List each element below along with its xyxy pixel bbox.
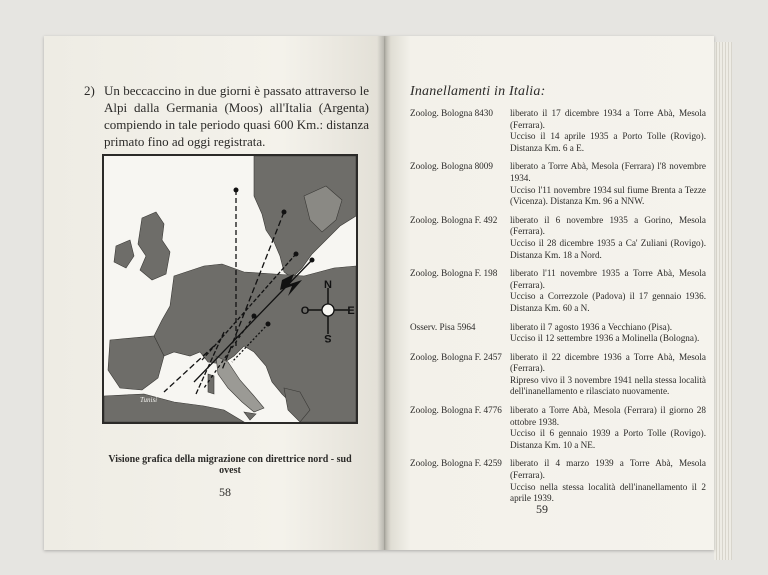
compass-n-label: N xyxy=(324,279,332,291)
record-line: liberato il 6 novembre 1935 a Gorino, Mesola (Ferrara). xyxy=(510,214,706,237)
ringing-record xyxy=(410,268,710,314)
record-line: liberato il 22 dicembre 1936 a Torre Abà, Mesola (Ferrara). xyxy=(510,351,706,374)
migration-map xyxy=(102,154,358,424)
ringing-record xyxy=(410,215,710,261)
ringing-record xyxy=(410,161,710,207)
record-line: liberato a Torre Abà, Mesola (Ferrara) il giorno 28 ottobre 1938. xyxy=(510,405,706,427)
record-reference: Zoolog. Bologna F. 4259 xyxy=(410,458,502,469)
section-heading: Inanellamenti in Italia: xyxy=(410,84,546,99)
record-description xyxy=(510,215,706,261)
item-number: 2) xyxy=(84,83,95,98)
record-line: Ucciso l'11 novembre 1934 sul fiume Brenta a Tezze (Vicenza). Distanza Km. 96 a NNW. xyxy=(510,184,706,207)
record-line: Ucciso nella stessa località dell'inanellamento il 2 aprile 1939. xyxy=(510,481,706,504)
ringing-record xyxy=(410,458,710,504)
record-description xyxy=(510,405,706,451)
page-number-right: 59 xyxy=(536,502,548,516)
ringing-record xyxy=(410,405,710,451)
record-line: Ucciso il 12 settembre 1936 a Molinella (Bologna). xyxy=(510,333,700,344)
record-line: liberato l'11 novembre 1935 a Torre Abà, Mesola (Ferrara). xyxy=(510,268,706,290)
record-line: Ucciso il 28 dicembre 1935 a Ca' Zuliani (Rovigo). Distanza Km. 18 a Nord. xyxy=(510,237,706,260)
record-reference: Osserv. Pisa 5964 xyxy=(410,321,476,332)
record-reference: Zoolog. Bologna F. 4776 xyxy=(410,405,502,416)
page-edges xyxy=(714,42,732,560)
record-line: Ripreso vivo il 3 novembre 1941 nella stessa località dell'inanellamento e rilasciato nuovamente. xyxy=(510,374,706,397)
record-line: Ucciso il 14 aprile 1935 a Porto Tolle (Rovigo). Distanza Km. 6 a E. xyxy=(510,131,706,153)
ringing-record xyxy=(410,352,710,398)
ringing-record xyxy=(410,108,710,154)
record-description xyxy=(510,161,706,207)
map-place-label: Tunisi xyxy=(140,396,158,404)
map-caption: Visione grafica della migrazione con direttrice nord - sud ovest xyxy=(108,454,352,476)
record-reference: Zoolog. Bologna F. 2457 xyxy=(410,351,502,362)
record-reference: Zoolog. Bologna 8430 xyxy=(410,108,493,118)
map-illustration xyxy=(104,156,356,422)
ringing-records-list xyxy=(410,108,710,512)
record-reference: Zoolog. Bologna 8009 xyxy=(410,161,493,172)
record-line: Ucciso a Correzzole (Padova) il 17 gennaio 1936. Distanza Km. 60 a N. xyxy=(510,291,706,313)
record-description xyxy=(510,458,706,504)
page-number-left: 58 xyxy=(219,485,231,499)
record-description xyxy=(510,108,706,154)
book-gutter xyxy=(377,36,391,550)
record-line: liberato il 17 dicembre 1934 a Torre Abà, Mesola (Ferrara). xyxy=(510,108,706,130)
open-book xyxy=(44,36,734,556)
compass-s-label: S xyxy=(324,332,332,344)
intro-paragraph xyxy=(84,82,369,150)
record-description xyxy=(510,352,706,398)
record-line: liberato a Torre Abà, Mesola (Ferrara) l'8 novembre 1934. xyxy=(510,161,706,183)
record-line: liberato il 4 marzo 1939 a Torre Abà, Mesola (Ferrara). xyxy=(510,458,706,481)
compass-o-label: O xyxy=(300,305,310,317)
paragraph-text: Un beccaccino in due giorni è passato attraverso le Alpi dalla Germania (Moos) all'Italia (Argenta) compiendo in tale periodo quasi 600 Km.: distanza primato fino ad oggi registrata. xyxy=(104,83,369,149)
record-reference: Zoolog. Bologna F. 492 xyxy=(410,214,498,225)
compass-e-label: E xyxy=(347,305,355,317)
record-line: liberato il 7 agosto 1936 a Vecchiano (Pisa). xyxy=(510,321,673,332)
record-description xyxy=(510,322,706,345)
record-line: Ucciso il 6 gennaio 1939 a Porto Tolle (Rovigo). Distanza Km. 10 a NE. xyxy=(510,428,706,450)
record-description xyxy=(510,268,706,314)
record-reference: Zoolog. Bologna F. 198 xyxy=(410,268,498,279)
ringing-record xyxy=(410,322,710,345)
